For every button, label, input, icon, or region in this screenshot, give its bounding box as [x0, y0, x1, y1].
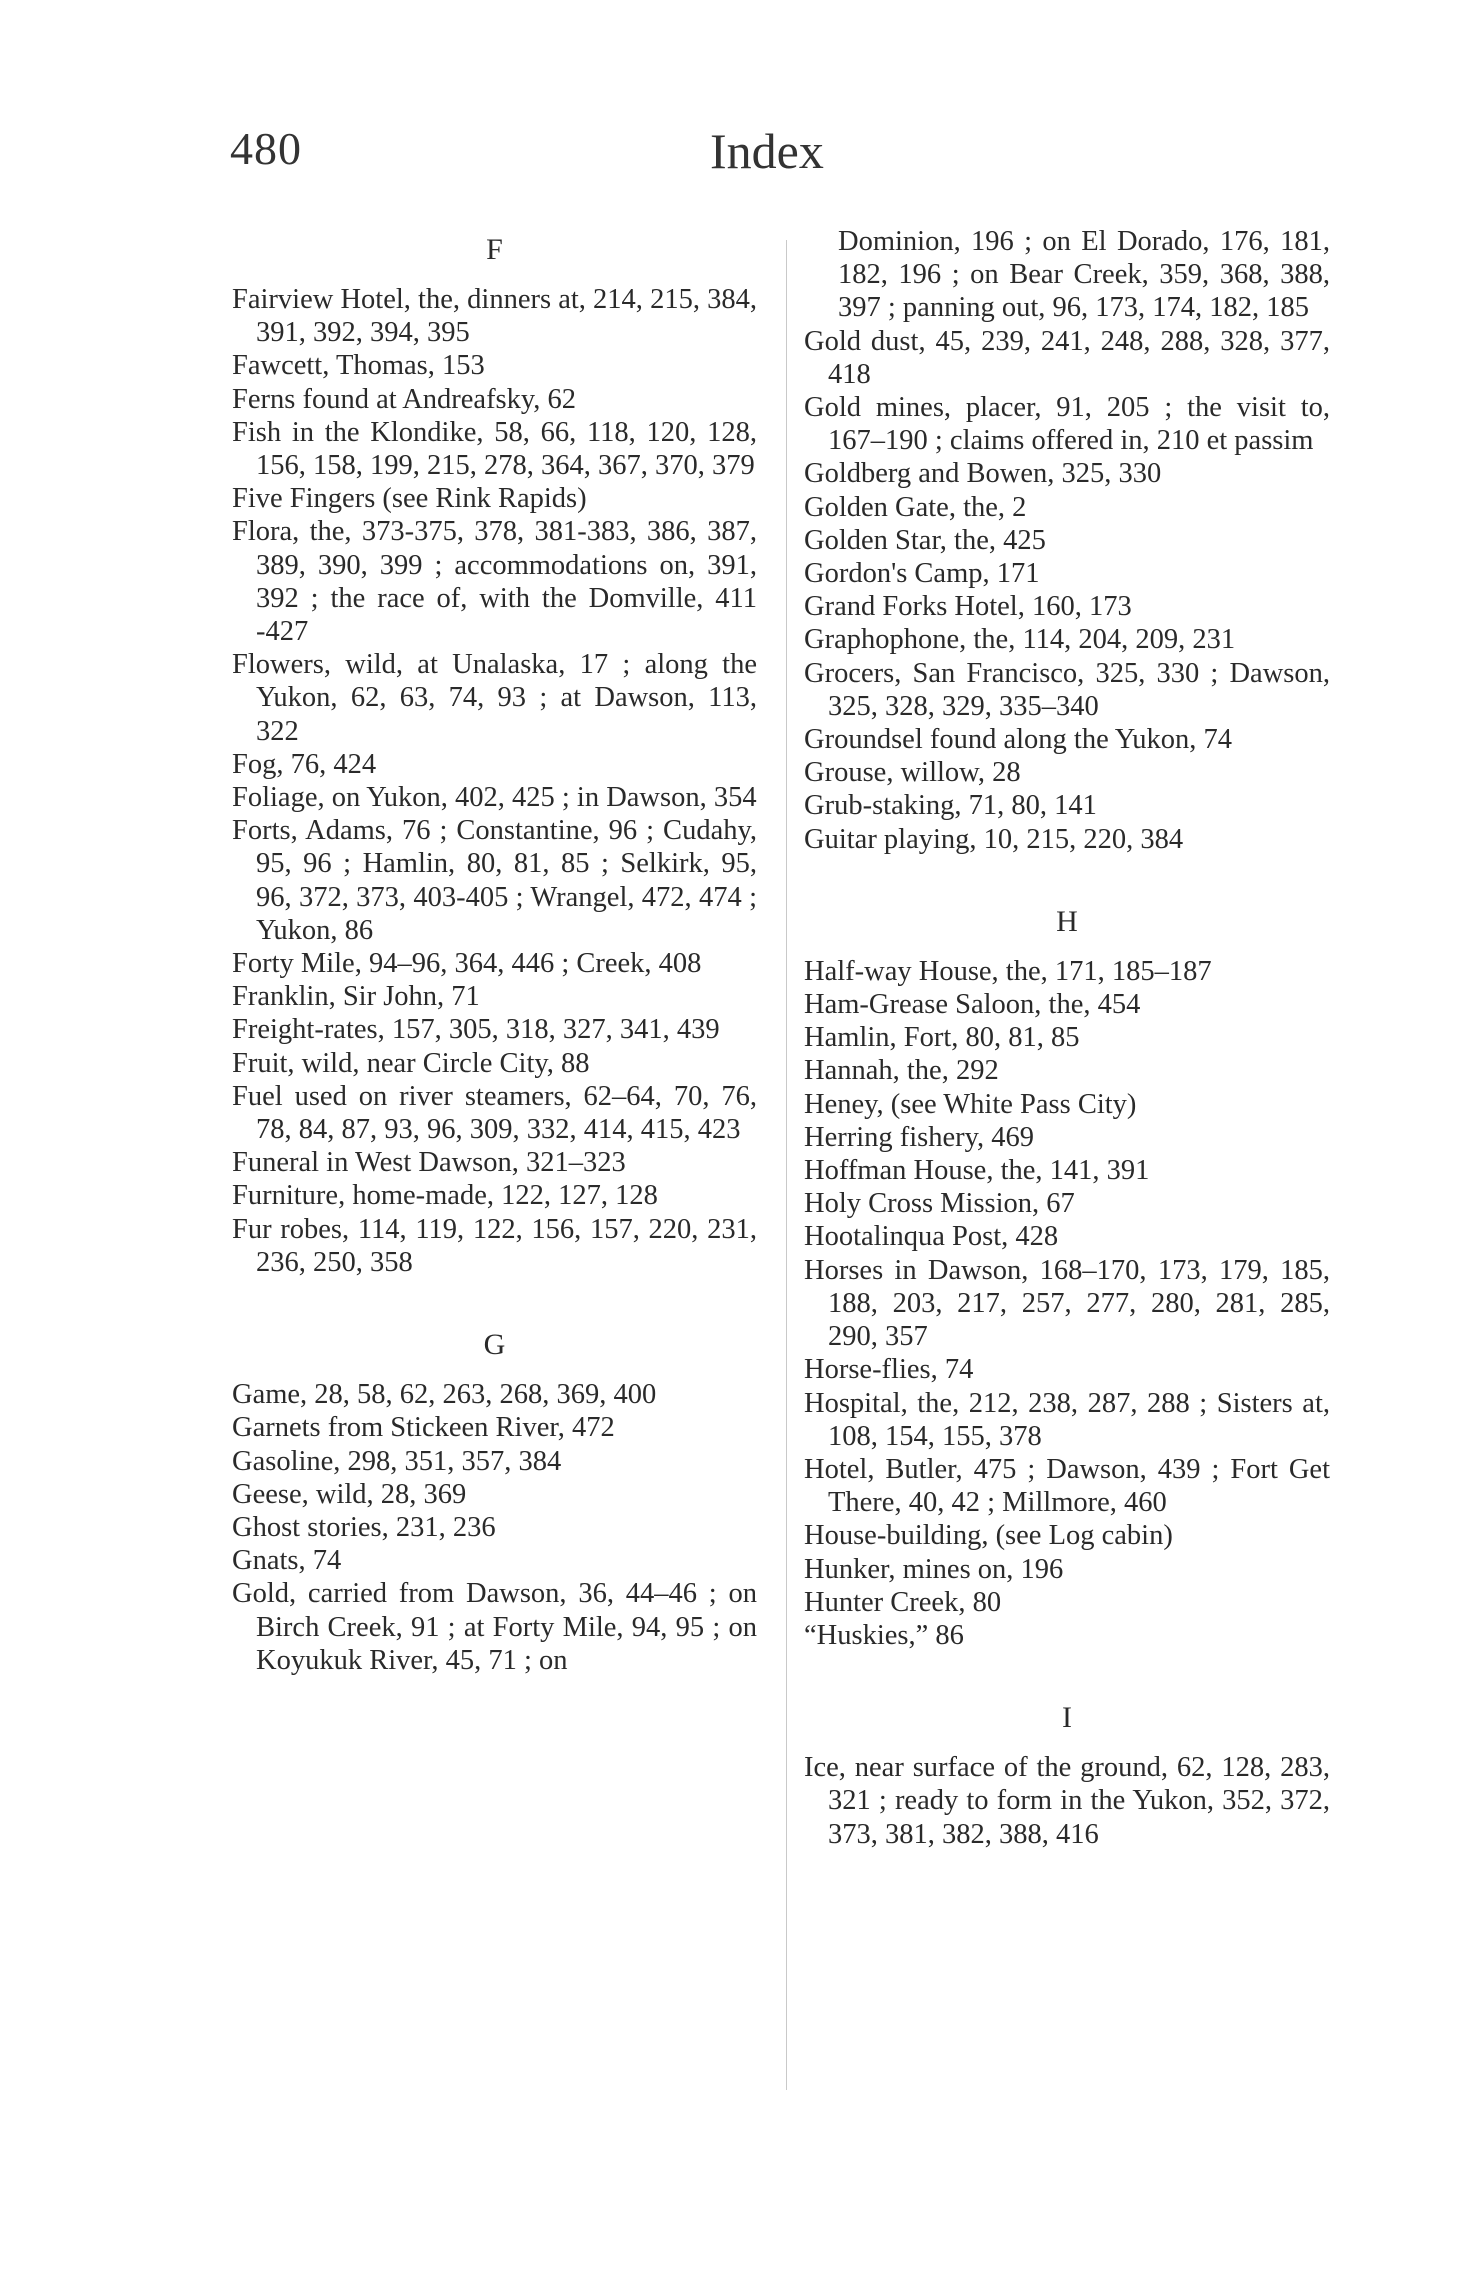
section-letter-h: H [1056, 904, 1078, 938]
index-entry: Fog, 76, 424 [232, 748, 377, 780]
index-entry: Ice, near surface of the ground, 62, 128, 283, 321 ; ready to form in the Yukon, 352, 372, 373, 381, 382, 388, 416 [804, 1752, 1330, 1850]
index-entry: Flora, the, 373-375, 378, 381-383, 386, 387, 389, 390, 399 ; accommodations on, 391, 392 ; the race of, with the Domville, 411 -427 [232, 516, 757, 648]
index-entry: Grub-staking, 71, 80, 141 [804, 790, 1097, 822]
index-entry: Horse-flies, 74 [804, 1354, 974, 1386]
index-entry: Flowers, wild, at Unalaska, 17 ; along the Yukon, 62, 63, 74, 93 ; at Dawson, 113, 322 [232, 649, 757, 747]
index-entry: Forts, Adams, 76 ; Constantine, 96 ; Cudahy, 95, 96 ; Hamlin, 80, 81, 85 ; Selkirk, 95, 96, 372, 373, 403-405 ; Wrangel, 472, 474 ; Yukon, 86 [232, 815, 757, 946]
index-entry: Graphophone, the, 114, 204, 209, 231 [804, 624, 1236, 656]
entries-f [232, 283, 757, 1279]
index-entry: Grocers, San Francisco, 325, 330 ; Dawson, 325, 328, 329, 335–340 [804, 657, 1330, 722]
index-entry: Furniture, home-made, 122, 127, 128 [232, 1180, 658, 1212]
index-entry: Geese, wild, 28, 369 [232, 1478, 467, 1510]
index-entry: Forty Mile, 94–96, 364, 446 ; Creek, 408 [232, 948, 702, 980]
index-entry: Horses in Dawson, 168–170, 173, 179, 185, 188, 203, 217, 257, 277, 280, 281, 285, 290, 357 [804, 1254, 1330, 1353]
column-divider [786, 240, 787, 2090]
index-entry: Gold dust, 45, 239, 241, 248, 288, 328, 377, 418 [804, 325, 1330, 390]
index-entry: Foliage, on Yukon, 402, 425 ; in Dawson, 354 [232, 782, 757, 814]
index-entry: “Huskies,” 86 [804, 1619, 964, 1651]
continuation-entries [804, 225, 1330, 325]
entries-g [232, 1378, 757, 1677]
index-entry: Gordon's Camp, 171 [804, 558, 1040, 590]
index-entry: Hootalinqua Post, 428 [804, 1221, 1059, 1253]
index-entry: Ferns found at Andreafsky, 62 [232, 383, 577, 415]
index-entry: Grouse, willow, 28 [804, 757, 1021, 789]
index-entry: Dominion, 196 ; on El Dorado, 176, 181, 182, 196 ; on Bear Creek, 359, 368, 388, 397 ; panning out, 96, 173, 174, 182, 185 [838, 226, 1330, 324]
index-entry: Gnats, 74 [232, 1545, 342, 1577]
index-entry: Golden Gate, the, 2 [804, 491, 1027, 523]
index-entry: Hospital, the, 212, 238, 287, 288 ; Sisters at, 108, 154, 155, 378 [804, 1387, 1330, 1452]
index-entry: Garnets from Stickeen River, 472 [232, 1412, 615, 1444]
index-entry: Groundsel found along the Yukon, 74 [804, 724, 1232, 756]
index-entry: Fur robes, 114, 119, 122, 156, 157, 220, 231, 236, 250, 358 [232, 1213, 757, 1278]
section-letter-f: F [486, 233, 503, 266]
index-entry: Ghost stories, 231, 236 [232, 1511, 496, 1543]
index-entry: Fuel used on river steamers, 62–64, 70, 76, 78, 84, 87, 93, 96, 309, 332, 414, 415, 423 [232, 1080, 757, 1146]
index-entry: Holy Cross Mission, 67 [804, 1188, 1075, 1220]
section-letter-g: G [483, 1328, 506, 1362]
index-entry: Five Fingers (see Rink Rapids) [232, 483, 587, 515]
index-column-right [804, 225, 1330, 1851]
index-column-left [232, 225, 757, 1677]
index-entry: Fish in the Klondike, 58, 66, 118, 120, 128, 156, 158, 199, 215, 278, 364, 367, 370, 379 [232, 416, 757, 482]
index-entry: Hamlin, Fort, 80, 81, 85 [804, 1022, 1080, 1054]
index-entry: Fruit, wild, near Circle City, 88 [232, 1047, 590, 1079]
index-entry: Heney, (see White Pass City) [804, 1088, 1137, 1120]
index-entry: Grand Forks Hotel, 160, 173 [804, 591, 1132, 623]
index-entry: Herring fishery, 469 [804, 1121, 1035, 1153]
index-entry: Hunker, mines on, 196 [804, 1553, 1064, 1585]
index-entry: Fawcett, Thomas, 153 [232, 350, 485, 382]
index-entry: Half-way House, the, 171, 185–187 [804, 955, 1212, 987]
index-entry: Guitar playing, 10, 215, 220, 384 [804, 823, 1184, 855]
index-entry: Game, 28, 58, 62, 263, 268, 369, 400 [232, 1379, 657, 1411]
index-entry: Funeral in West Dawson, 321–323 [232, 1147, 626, 1179]
index-entry: Gold, carried from Dawson, 36, 44–46 ; on Birch Creek, 91 ; at Forty Mile, 94, 95 ; on Koyukuk River, 45, 71 ; on [232, 1578, 757, 1676]
index-entry: Hannah, the, 292 [804, 1055, 999, 1087]
index-entry: Goldberg and Bowen, 325, 330 [804, 458, 1162, 490]
index-entry: Fairview Hotel, the, dinners at, 214, 215, 384, 391, 392, 394, 395 [232, 284, 757, 349]
page-title: Index [710, 123, 824, 179]
entries-g-cont [804, 325, 1330, 856]
index-entry: Freight-rates, 157, 305, 318, 327, 341, 439 [232, 1014, 720, 1046]
page-number: 480 [230, 123, 302, 174]
index-entry: Franklin, Sir John, 71 [232, 981, 480, 1013]
index-entry: Gasoline, 298, 351, 357, 384 [232, 1445, 562, 1477]
index-entry: Ham-Grease Saloon, the, 454 [804, 989, 1141, 1021]
index-entry: House-building, (see Log cabin) [804, 1520, 1173, 1552]
entries-h [804, 955, 1330, 1652]
index-entry: Hunter Creek, 80 [804, 1586, 1002, 1618]
index-entry: Gold mines, placer, 91, 205 ; the visit to, 167–190 ; claims offered in, 210 et passim [804, 392, 1330, 457]
entries-i [804, 1751, 1330, 1851]
index-entry: Hotel, Butler, 475 ; Dawson, 439 ; Fort Get There, 40, 42 ; Millmore, 460 [804, 1453, 1330, 1519]
section-letter-i: I [1062, 1701, 1072, 1735]
index-entry: Hoffman House, the, 141, 391 [804, 1155, 1150, 1187]
index-entry: Golden Star, the, 425 [804, 524, 1046, 556]
